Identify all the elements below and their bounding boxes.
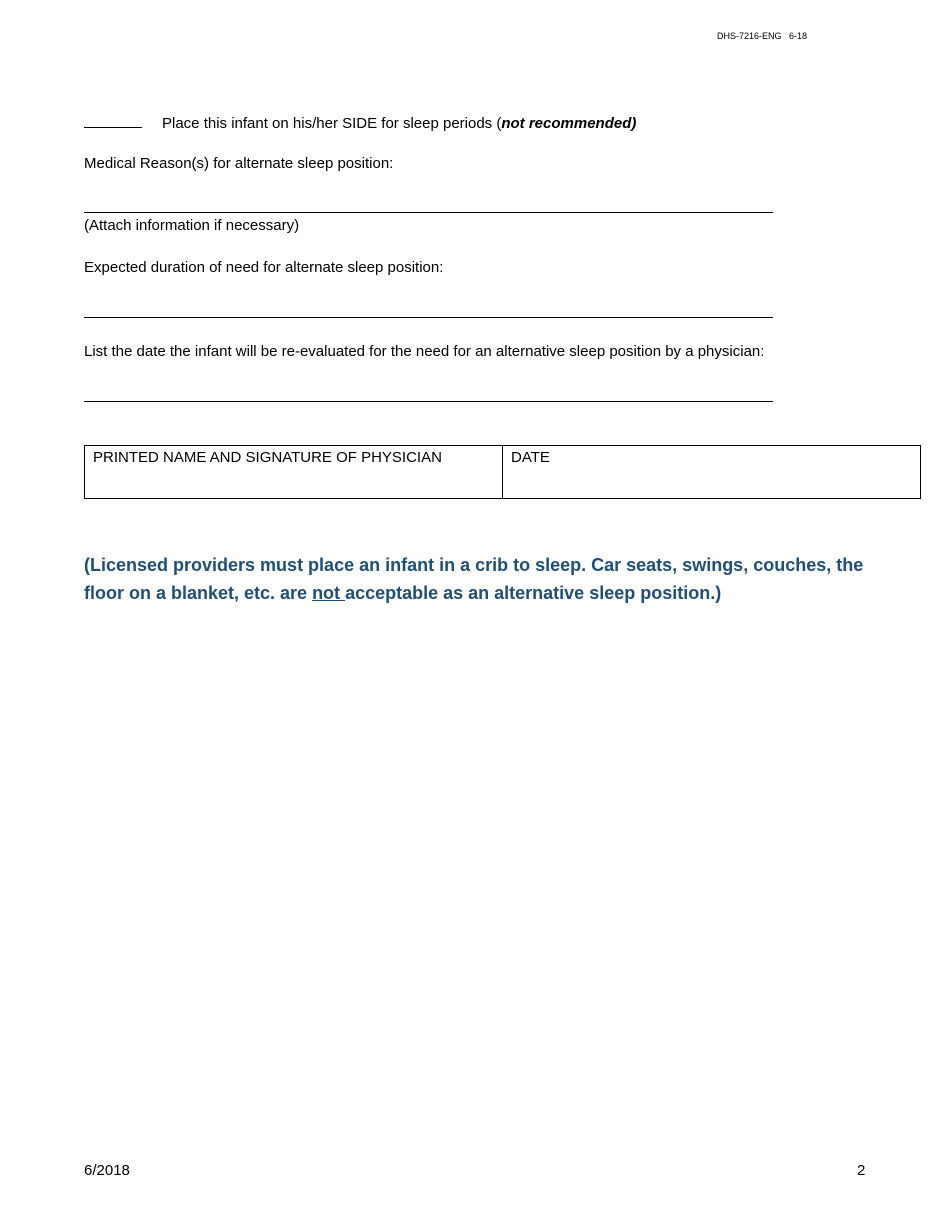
- notice-underlined-not: not: [312, 583, 346, 603]
- signature-date-label: DATE: [511, 449, 550, 466]
- physician-signature-field[interactable]: [85, 446, 503, 498]
- side-option-text: Place this infant on his/her SIDE for sleep periods (: [162, 115, 502, 132]
- reevaluation-date-field[interactable]: [84, 401, 773, 402]
- page-number: 2: [857, 1162, 866, 1179]
- physician-signature-table: [84, 445, 921, 499]
- footer-date: 6/2018: [84, 1162, 130, 1179]
- reevaluation-label: List the date the infant will be re-evaluated for the need for an alternative sleep position by a physician:: [84, 343, 765, 360]
- physician-signature-label: PRINTED NAME AND SIGNATURE OF PHYSICIAN: [93, 449, 442, 466]
- signature-date-field[interactable]: [503, 446, 920, 498]
- medical-reason-label: Medical Reason(s) for alternate sleep position:: [84, 155, 394, 172]
- duration-field[interactable]: [84, 317, 773, 318]
- notice-text-part2: acceptable as an alternative sleep position.): [345, 583, 722, 603]
- attach-info-note: (Attach information if necessary): [84, 217, 300, 234]
- side-option-row: [84, 113, 636, 133]
- form-id: DHS-7216-ENG 6-18: [717, 31, 808, 41]
- medical-reason-field[interactable]: [84, 212, 773, 213]
- notice-text-part1: (Licensed providers must place an infant in a crib to sleep. Car seats, swings, couches, the floor on a blanket, etc. are: [84, 555, 864, 603]
- duration-label: Expected duration of need for alternate sleep position:: [84, 259, 444, 276]
- side-option-emphasis: not recommended): [501, 115, 637, 132]
- side-option-checkbox-blank[interactable]: [84, 113, 142, 128]
- crib-requirement-notice: [84, 551, 864, 607]
